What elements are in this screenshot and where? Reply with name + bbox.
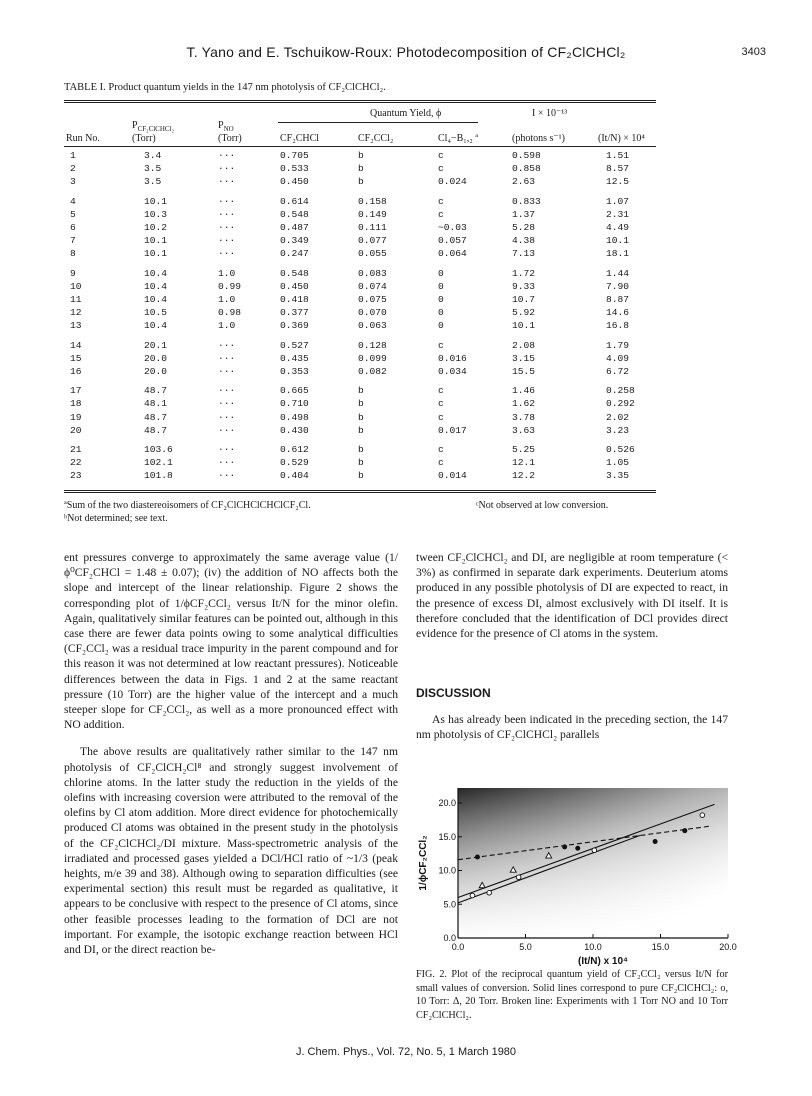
table-cell: 0.075 (358, 294, 387, 305)
table-cell: 10.7 (512, 294, 536, 305)
table-cell: b (358, 457, 364, 469)
table-cell: 1.46 (512, 385, 536, 397)
table-cell: c (438, 208, 444, 220)
table-caption: TABLE I. Product quantum yields in the 147 nm photolysis of CF₂ClCHCl₂. (64, 82, 386, 93)
table-cell: 5.28 (512, 222, 536, 233)
table-cell: 0.548 (280, 208, 309, 220)
table-cell: 48.1 (144, 398, 168, 410)
table-cell: 0.404 (280, 470, 309, 482)
section-heading-discussion: DISCUSSION (416, 686, 491, 700)
table-cell: b (358, 163, 364, 175)
table-cell: 0.247 (280, 248, 309, 260)
col-p1-top: $P_{CF_2ClCHCl_2}$ (132, 120, 174, 133)
y-tick-label: 20.0 (438, 798, 456, 808)
x-tick-label: 20.0 (719, 942, 737, 952)
table-header-rule (64, 146, 656, 147)
data-point-filled-circle (475, 855, 480, 860)
table-cell: 1.72 (512, 267, 536, 279)
table-cell: c (438, 385, 444, 397)
table-cell: 48.7 (144, 411, 168, 423)
table-cell: 1.07 (606, 195, 630, 207)
table-cell: 0.833 (512, 195, 541, 207)
table-cell: 0.063 (358, 320, 387, 332)
running-header (0, 44, 812, 64)
table-cell: 1.79 (606, 339, 630, 351)
table-cell: 12 (70, 307, 82, 319)
table-cell: 0.710 (280, 398, 309, 410)
table-cell: b (358, 470, 364, 482)
table-cell: 5.92 (512, 307, 536, 319)
table-cell: 12.2 (512, 470, 536, 482)
table-cell: 7 (70, 235, 76, 247)
table-cell: 21 (70, 444, 82, 455)
table-cell: 0.377 (280, 307, 309, 319)
table-cell: 0.612 (280, 444, 309, 455)
table-cell: 4.09 (606, 352, 630, 364)
table-cell: 102.1 (144, 457, 173, 469)
table-cell: 3.78 (512, 411, 536, 423)
table-cell: 0.034 (438, 366, 467, 377)
table-cell: b (358, 411, 364, 423)
table-cell: 17 (70, 385, 82, 397)
table-cell: ··· (218, 339, 236, 351)
table-cell: 8 (70, 248, 76, 260)
table-cell: b (358, 398, 364, 410)
table-cell: 13 (70, 320, 82, 332)
table-cell: ··· (218, 176, 236, 188)
table-cell: 0.083 (358, 267, 387, 279)
table-cell: 10.1 (144, 235, 168, 247)
table-cell: 0.077 (358, 235, 387, 247)
table-cell: 19 (70, 411, 82, 423)
table-cell: 0.430 (280, 424, 309, 436)
table-cell: ··· (218, 366, 236, 377)
table-cell: 10.2 (144, 222, 168, 233)
right-paragraph-2: As has already been indicated in the preceding section, the 147 nm photolysis of CF₂ClCHCl₂ parallels (416, 713, 728, 742)
table-cell: 0 (438, 267, 444, 279)
col-qy2: CF₂CCl₂ (358, 133, 394, 144)
table-cell: b (358, 150, 364, 161)
table-cell: ··· (218, 444, 236, 455)
table-cell: 10.1 (144, 195, 168, 207)
table-cell: 3.4 (144, 150, 162, 161)
table-cell: 20.0 (144, 352, 168, 364)
table-cell: c (438, 339, 444, 351)
y-tick-label: 15.0 (438, 831, 456, 842)
col-p2-top: $P_{NO}$ (218, 120, 234, 133)
table-cell: 103.6 (144, 444, 173, 455)
table-cell: 1.0 (218, 320, 236, 332)
table-cell: ··· (218, 470, 236, 482)
table-cell: ··· (218, 222, 236, 233)
table-cell: 20.1 (144, 339, 168, 351)
table-cell: 0.526 (606, 444, 635, 455)
table-cell: ··· (218, 352, 236, 364)
table-cell: 10.5 (144, 307, 168, 319)
table-cell: 0.527 (280, 339, 309, 351)
table-cell: 10.1 (144, 248, 168, 260)
table-cell: 0.016 (438, 352, 467, 364)
x-tick-label: 5.0 (519, 942, 532, 952)
table-cell: 1.62 (512, 398, 536, 410)
table-cell: 6 (70, 222, 76, 233)
table-cell: 0.074 (358, 280, 387, 292)
table-cell: 0.292 (606, 398, 635, 410)
table-cell: 1.0 (218, 294, 236, 305)
table-cell: b (358, 176, 364, 188)
data-point-filled-circle (682, 828, 687, 833)
table-cell: ··· (218, 457, 236, 469)
table-cell: 10.4 (144, 294, 168, 305)
table-cell: 10 (70, 280, 82, 292)
col-p1-unit: (Torr) (132, 133, 156, 144)
table-cell: 2.08 (512, 339, 536, 351)
table-cell: 0 (438, 280, 444, 292)
table-cell: 0.099 (358, 352, 387, 364)
table-cell: 48.7 (144, 385, 168, 397)
table-cell: 0.149 (358, 208, 387, 220)
table-cell: 10.4 (144, 280, 168, 292)
table-cell: 4 (70, 195, 76, 207)
table-cell: 14 (70, 339, 82, 351)
table-cell: 5.25 (512, 444, 536, 455)
table-cell: 6.72 (606, 366, 630, 377)
table-cell: 3 (70, 176, 76, 188)
table-cell: 15 (70, 352, 82, 364)
table-cell: 12.5 (606, 176, 630, 188)
table-cell: 0.111 (358, 222, 387, 233)
table-cell: 0.614 (280, 195, 309, 207)
table-cell: 22 (70, 457, 82, 469)
col-p2-unit: (Torr) (218, 133, 242, 144)
y-tick-label: 5.0 (443, 899, 456, 910)
table-cell: 0.064 (438, 248, 467, 260)
table-cell: 0.450 (280, 176, 309, 188)
table-cell: 0.435 (280, 352, 309, 364)
table-cell: 10.4 (144, 267, 168, 279)
table-cell: 0.070 (358, 307, 387, 319)
table-cell: 9.33 (512, 280, 536, 292)
table-cell: 0.705 (280, 150, 309, 161)
table-cell: 1.44 (606, 267, 630, 279)
table-cell: 12.1 (512, 457, 536, 469)
intensity-group-header: I × 10⁻¹³ (532, 108, 568, 119)
table-cell: 0.353 (280, 366, 309, 377)
table-cell: 16 (70, 366, 82, 377)
table-cell: 1.0 (218, 267, 236, 279)
data-point-filled-circle (575, 846, 580, 851)
table-cell: 20 (70, 424, 82, 436)
table-cell: 0.498 (280, 411, 309, 423)
table-cell: 0.082 (358, 366, 387, 377)
table-cell: 3.15 (512, 352, 536, 364)
table-cell: 0.014 (438, 470, 467, 482)
table-cell: 1.51 (606, 150, 630, 161)
table-cell: 20.0 (144, 366, 168, 377)
table-cell: 10.4 (144, 320, 168, 332)
table-cell: 0.487 (280, 222, 309, 233)
data-point-open-circle (592, 848, 597, 853)
table-cell: 7.90 (606, 280, 630, 292)
table-cell: ~0.03 (438, 222, 467, 233)
y-axis-label: 1/ϕCF₂CCl₂ (418, 835, 429, 891)
table-cell: 3.63 (512, 424, 536, 436)
table-cell: ··· (218, 385, 236, 397)
table-cell: 1.37 (512, 208, 536, 220)
table-cell: c (438, 457, 444, 469)
table-cell: 0.99 (218, 280, 242, 292)
footnote-a: ªSum of the two diastereoisomers of CF₂ClCHClCHClCF₂Cl. (64, 500, 311, 511)
table-cell: 15.5 (512, 366, 536, 377)
table-cell: 18.1 (606, 248, 630, 260)
table-bottom-rule (64, 490, 656, 491)
table-cell: 101.8 (144, 470, 173, 482)
col-qy3: Cl₄−B₁,₂ ª (438, 133, 478, 144)
table-cell: 18 (70, 398, 82, 410)
table-cell: 0.529 (280, 457, 309, 469)
footnote-b: ᵇNot determined; see text. (64, 513, 168, 524)
table-cell: ··· (218, 150, 236, 161)
footnote-c: ᶜNot observed at low conversion. (476, 500, 609, 511)
table-cell: 9 (70, 267, 76, 279)
table-cell: 1 (70, 150, 76, 161)
table-cell: 0.665 (280, 385, 309, 397)
plot-shading-fade (458, 788, 728, 938)
left-column (64, 550, 398, 957)
data-point-open-circle (700, 813, 705, 818)
table-top-rule (64, 100, 656, 101)
col-qy1: CF₂CHCl (280, 133, 320, 144)
table-cell: ··· (218, 235, 236, 247)
table-cell: b (358, 424, 364, 436)
table-cell: 0.017 (438, 424, 467, 436)
table-cell: c (438, 163, 444, 175)
table-cell: 10.3 (144, 208, 168, 220)
table-cell: 0.533 (280, 163, 309, 175)
right-column-discussion (416, 712, 728, 742)
table-cell: 23 (70, 470, 82, 482)
table-top-rule-2 (64, 102, 656, 103)
table-cell: ··· (218, 195, 236, 207)
table-cell: 0.450 (280, 280, 309, 292)
left-paragraph-1: ent pressures converge to approximately the same average value (1/ϕ⁰CF₂CHCl = 1.48 ± 0.07); (iv) the addition of NO affects both the slope and intercept of the linear relationship. Figure 2 shows the corresponding plot of 1/ϕCF₂CCl₂ versus It/N for the minor olefin. Again, qualitatively similar features can be pointed out, although in this case there are fewer data points owing to some analytical difficulties (CF₂CCl₂ was a residual trace impurity in the parent compound and for this reason it was not determined at low reactant pressures). Noticeable differences between the data in Figs. 1 and 2 at the same reactant pressure (10 Torr) are the higher value of the intercept and a much steeper slope for CF₂CCl₂, as well as a more pronounced effect with NO addition. (64, 551, 398, 732)
journal-citation: J. Chem. Phys., Vol. 72, No. 5, 1 March 1980 (295, 1046, 517, 1058)
table-cell: 1.05 (606, 457, 630, 469)
table-bottom-rule-2 (64, 492, 656, 493)
y-tick-label: 10.0 (438, 865, 456, 876)
data-point-filled-circle (562, 844, 567, 849)
table-cell: 3.35 (606, 470, 630, 482)
table-cell: 8.57 (606, 163, 630, 175)
table-cell: 7.13 (512, 248, 536, 260)
x-tick-label: 10.0 (584, 942, 602, 952)
table-cell: 2.02 (606, 411, 630, 423)
table-cell: ··· (218, 208, 236, 220)
table-cell: 4.38 (512, 235, 536, 247)
table-cell: c (438, 398, 444, 410)
table-cell: 0.057 (438, 235, 467, 247)
data-point-open-circle (470, 893, 475, 898)
table-cell: 0.98 (218, 307, 242, 319)
page-number: 3403 (741, 46, 766, 58)
table-cell: 3.5 (144, 163, 162, 175)
table-cell: 5 (70, 208, 76, 220)
qy-group-header: Quantum Yield, ϕ (370, 108, 442, 119)
table-cell: 3.5 (144, 176, 162, 188)
table-cell: 2.63 (512, 176, 536, 188)
table-cell: 0.349 (280, 235, 309, 247)
table-cell: b (358, 385, 364, 397)
table-cell: ··· (218, 424, 236, 436)
x-tick-label: 0.0 (451, 942, 465, 952)
table-cell: 0.369 (280, 320, 309, 332)
right-column-top (416, 550, 728, 641)
table-cell: 2 (70, 163, 76, 175)
table-cell: 4.49 (606, 222, 630, 233)
table-cell: 0 (438, 307, 444, 319)
table-cell: 0.598 (512, 150, 541, 161)
data-point-open-circle (487, 890, 492, 895)
y-tick-label: 0.0 (443, 933, 456, 943)
table-cell: 0.858 (512, 163, 541, 175)
data-point-open-circle (516, 875, 521, 880)
x-tick-label: 15.0 (651, 942, 670, 952)
col-run: Run No. (66, 133, 100, 144)
figure-caption: FIG. 2. Plot of the reciprocal quantum yield of CF₂CCl₂ versus It/N for small values of conversion. Solid lines correspond to pure CF₂ClCHCl₂: o, 10 Torr: Δ, 20 Torr. Broken line: Experiments with 1 Torr NO and 10 Torr CF₂ClCHCl₂. (416, 969, 728, 1021)
table-cell: ··· (218, 411, 236, 423)
col-itn: (It/N) × 10⁴ (598, 133, 645, 144)
right-paragraph-1: tween CF₂ClCHCl₂ and DI, are negligible at room temperature (< 3%) as confirmed in separate dark experiments. Deuterium atoms produced in any possible photolysis of DI are expected to react, in the presence of excess DI, almost exclusively with DI itself. It is therefore concluded that the identification of DCl provides direct evidence for the presence of Cl atoms in the system. (416, 551, 728, 641)
table-cell: 0.158 (358, 195, 387, 207)
table-cell: 14.6 (606, 307, 630, 319)
table-cell: 0.418 (280, 294, 309, 305)
table-cell: 0.128 (358, 339, 387, 351)
table-cell: c (438, 411, 444, 423)
table-cell: 0.024 (438, 176, 467, 188)
table-cell: 0 (438, 294, 444, 305)
table-cell: ··· (218, 248, 236, 260)
table-cell: 16.8 (606, 320, 630, 332)
table-cell: c (438, 150, 444, 161)
col-I-unit: (photons s⁻¹) (512, 133, 565, 144)
table-cell: 10.1 (606, 235, 630, 247)
table-cell: c (438, 444, 444, 455)
table-cell: ··· (218, 163, 236, 175)
table-cell: 48.7 (144, 424, 168, 436)
table-cell: 2.31 (606, 208, 630, 220)
table-cell: 11 (70, 294, 82, 305)
table-cell: b (358, 444, 364, 455)
data-point-filled-circle (653, 839, 658, 844)
table-cell: 0.055 (358, 248, 387, 260)
table-cell: 10.1 (512, 320, 536, 332)
table-cell: c (438, 195, 444, 207)
x-axis-label: (It/N) x 10⁴ (578, 956, 628, 966)
figure-2-chart (412, 744, 742, 966)
qy-group-rule (278, 122, 478, 123)
table-cell: ··· (218, 398, 236, 410)
left-paragraph-2: The above results are qualitatively rather similar to the 147 nm photolysis of CF₂ClCH₂Cl⁸ and strongly suggest involvement of chlorine atoms. In the latter study the reduction in the yields of the olefins with increasing coversion were attributed to the removal of the olefins by Cl atom addition. More direct evidence for photochemically produced Cl atoms was obtained in the present study in the photolysis of the CF₂ClCHCl₂/DI mixture. Mass-spectrometric analysis of the irradiated and processed gases yielded a DCl/HCl ratio of ~1/3 (peak heights, m/e 39 and 38). Although owing to separation difficulties (see experimental section) this result must be regarded as qualitative, it appears to be conclusive with respect to the presence of Cl atoms, since other feasible processes leading to the formation of DCl are not important. For example, the isotopic exchange reaction between HCl and DI, or the direct reaction be- (64, 745, 398, 957)
table-cell: 8.87 (606, 294, 630, 305)
table-cell: 0.548 (280, 267, 309, 279)
table-cell: 0 (438, 320, 444, 332)
running-title: T. Yano and E. Tschuikow-Roux: Photodecomposition of CF₂ClCHCl₂ (186, 44, 626, 60)
table-cell: 3.23 (606, 424, 630, 436)
table-cell: 0.258 (606, 385, 635, 397)
